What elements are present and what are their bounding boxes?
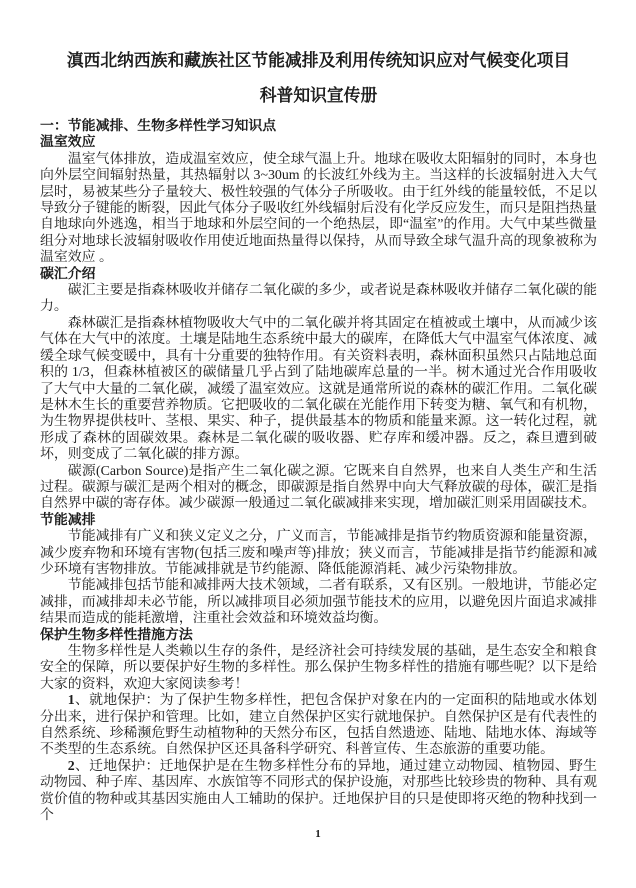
body-paragraph: 生物多样性是人类赖以生存的条件，是经济社会可持续发展的基础，是生态安全和粮食安全的保障，所以要保护好生物的多样性。那么保护生物多样性的措施有哪些呢？以下是给大家的资料，欢迎大家阅读参考！ [40,644,597,692]
body-paragraph: 2、迁地保护：迁地保护是在生物多样性分布的异地，通过建立动物园、植物园、野生动物园、种子库、基因库、水族馆等不同形式的保护设施，对那些比较珍贵的物种、具有观赏价值的物种或其基因实施由人工辅助的保护。迁地保护目的只是使即将灭绝的物种找到一个 [40,758,597,824]
subsection-heading: 温室效应 [40,135,96,151]
body-paragraph: 温室气体排放，造成温室效应，使全球气温上升。地球在吸收太阳辐射的同时，本身也向外层空间辐射热量，其热辐射以 3~30um 的长波红外线为主。当这样的长波辐射进入大气层时，易被某些分子量较大、极性较强的气体分子所吸收。由于红外线的能量较低，不足以导致分子键能的断裂，因此气体分子吸收红外线辐射后没有化学反应发生，而只是阻挡热量自地球向外逃逸，相当于地球和外层空间的一个绝热层，即“温室”的作用。大气中某些微量组分对地球长波辐射吸收作用使近地面热量得以保持，从而导致全球气温升高的现象被称为温室效应 。 [40,151,597,266]
document-title: 滇西北纳西族和藏族社区节能减排及利用传统知识应对气候变化项目 [66,51,571,70]
subsection-heading: 节能减排 [40,512,96,528]
list-number: 2 [67,758,75,774]
body-paragraph: 节能减排有广义和狭义定义之分，广义而言，节能减排是指节约物质资源和能量资源，减少废弃物和环境有害物(包括三废和噪声等)排放；狭义而言，节能减排是指节约能源和减少环境有害物排放。节能减排就是节约能源、降低能源消耗、减少污染物排放。 [40,529,597,577]
document-body [40,135,597,824]
body-paragraph: 碳汇主要是指森林吸收并储存二氧化碳的多少，或者说是森林吸收并储存二氧化碳的能力。 [40,283,597,315]
body-paragraph: 碳源(Carbon Source)是指产生二氧化碳之源。它既来自自然界，也来自人类生产和生活过程。碳源与碳汇是两个相对的概念，即碳源是指自然界中向大气释放碳的母体，碳汇是指自然界中碳的寄存体。减少碳源一般通过二氧化碳减排来实现，增加碳汇则采用固碳技术。 [40,463,597,512]
list-number: 1 [67,693,75,709]
subsection-heading: 保护生物多样性措施方法 [40,627,193,643]
body-paragraph: 1、就地保护：为了保护生物多样性，把包含保护对象在内的一定面积的陆地或水体划分出来，进行保护和管理。比如，建立自然保护区实行就地保护。自然保护区是有代表性的自然系统、珍稀濒危野生动植物种的天然分布区，包括自然遗迹、陆地、陆地水体、海域等不类型的生态系统。自然保护区还具备科学研究、科普宣传、生态旅游的重要功能。 [40,693,597,758]
body-paragraph: 节能减排包括节能和减排两大技术领域，二者有联系，又有区别。一般地讲，节能必定减排，而减排却未必节能，所以减排项目必须加强节能技术的应用，以避免因片面追求减排结果而造成的能耗激增，注重社会效益和环境效益均衡。 [40,578,597,627]
page-number: 1 [315,828,321,840]
body-paragraph: 森林碳汇是指森林植物吸收大气中的二氧化碳并将其固定在植被或土壤中，从而减少该气体在大气中的浓度。土壤是陆地生态系统中最大的碳库，在降低大气中温室气体浓度、减缓全球气候变暖中，具有十分重要的独特作用。有关资料表明，森林面积虽然只占陆地总面积的 1/3，但森林植被区的碳储量几乎占到了陆地碳库总量的一半。树木通过光合作用吸收了大气中大量的二氧化碳，减缓了温室效应。这就是通常所说的森林的碳汇作用。二氧化碳是林木生长的重要营养物质。它把吸收的二氧化碳在光能作用下转变为糖、氧气和有机物，为生物界提供枝叶、茎根、果实、种子，提供最基本的物质和能量来源。这一转化过程，就形成了森林的固碳效果。森林是二氧化碳的吸收器、贮存库和缓冲器。反之，森旦遭到破坏，则变成了二氧化碳的排方源。 [40,315,597,463]
section-heading: 一：节能减排、生物多样性学习知识点 [40,119,277,134]
document-subtitle: 科普知识宣传册 [259,86,378,105]
subsection-heading: 碳汇介绍 [40,266,96,282]
